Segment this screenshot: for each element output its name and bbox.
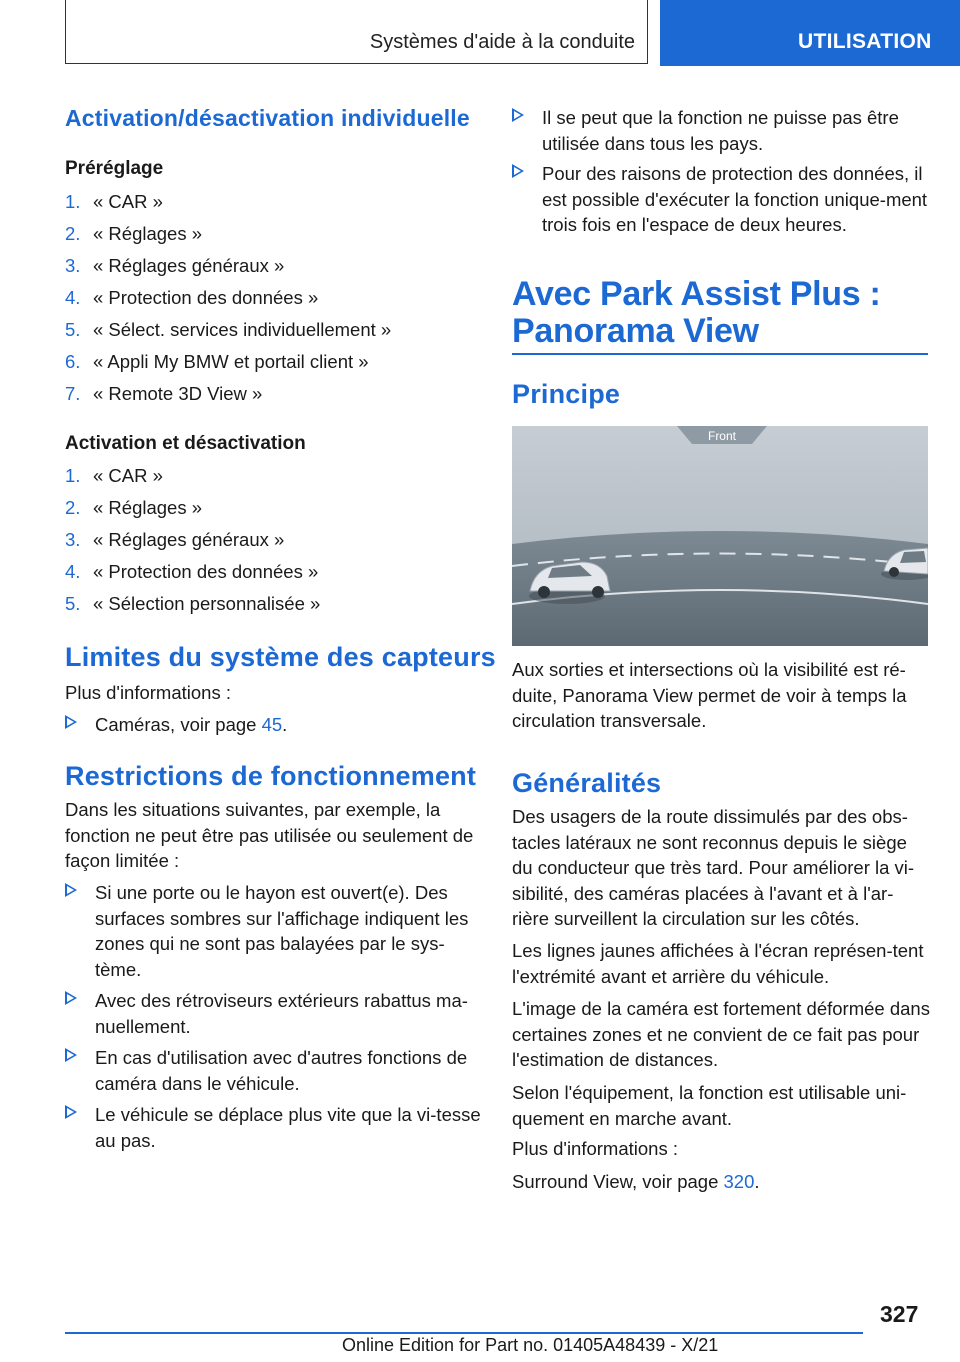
- restrictions-intro: Dans les situations suivantes, par exemple, la fonction ne peut être pas utilisée ou seulement de façon limitée :: [65, 799, 474, 871]
- list-item-text: « Réglages généraux »: [93, 255, 285, 276]
- list-item-number: 3.: [65, 529, 81, 550]
- list-item-number: 1.: [65, 465, 81, 486]
- list-item-number: 3.: [65, 255, 81, 276]
- preset-heading: Préréglage: [65, 158, 164, 179]
- principle-title: Principe: [512, 379, 621, 409]
- list-item: [65, 317, 485, 343]
- list-item: [65, 189, 485, 215]
- right-bullet-text: Il se peut que la fonction ne puisse pas être utilisée dans tous les pays.: [542, 107, 899, 154]
- limits-page-link[interactable]: 45: [261, 714, 283, 735]
- general-paragraph-5: Plus d'informations :: [512, 1138, 678, 1159]
- general-paragraph-2: Les lignes jaunes affichées à l'écran représen-tent l'extrémité avant et arrière du véhicule.: [512, 940, 924, 987]
- restrictions-title: Restrictions de fonctionnement: [65, 761, 477, 791]
- list-item-number: 4.: [65, 561, 81, 582]
- bullet-arrow-icon: [65, 991, 77, 1005]
- bullet-arrow-icon: [512, 108, 524, 122]
- right-bullet-text: Pour des raisons de protection des données, il est possible d'exécuter la fonction unique-ment trois fois en l'espace de deux heures.: [542, 163, 928, 235]
- list-item-text: « Protection des données »: [93, 561, 319, 582]
- list-item-text: « Réglages généraux »: [93, 529, 285, 550]
- main-title-panorama: Avec Park Assist Plus : Panorama View: [512, 275, 881, 350]
- list-item-text: « Réglages »: [93, 497, 203, 518]
- general-title: Généralités: [512, 768, 662, 798]
- general-ref-page-link[interactable]: 320: [723, 1171, 755, 1192]
- list-item-number: 6.: [65, 351, 81, 372]
- list-item-text: « Protection des données »: [93, 287, 319, 308]
- list-item: [65, 495, 485, 521]
- general-ref-text: Surround View, voir page: [512, 1171, 724, 1192]
- bullet-arrow-icon: [65, 883, 77, 897]
- footer-rule: [65, 1332, 863, 1334]
- general-paragraph-3: L'image de la caméra est fortement déformée dans certaines zones et ne convient de ce fait pas pour l'estimation de distances.: [512, 998, 930, 1070]
- list-item-text: « Réglages »: [93, 223, 203, 244]
- limits-item-text: Caméras, voir page: [95, 714, 262, 735]
- limits-item-end: .: [282, 714, 288, 735]
- list-item-number: 4.: [65, 287, 81, 308]
- general-reference: [512, 1169, 930, 1195]
- bullet-arrow-icon: [65, 1048, 77, 1062]
- list-item: [65, 253, 485, 279]
- list-item-text: « Appli My BMW et portail client »: [93, 351, 369, 372]
- list-item-text: « Remote 3D View »: [93, 383, 263, 404]
- limits-intro: Plus d'informations :: [65, 682, 231, 703]
- limits-title: Limites du système des capteurs: [65, 642, 496, 672]
- bullet-arrow-icon: [65, 1105, 77, 1119]
- page-number: 327: [880, 1301, 919, 1327]
- restriction-item-text: En cas d'utilisation avec d'autres fonctions de caméra dans le véhicule.: [95, 1047, 468, 1094]
- list-item-number: 7.: [65, 383, 81, 404]
- list-item: [65, 285, 485, 311]
- bullet-arrow-icon: [65, 715, 77, 729]
- footer-edition: Online Edition for Part no. 01405A48439 - X/21: [342, 1335, 719, 1355]
- general-paragraph-4: Selon l'équipement, la fonction est utilisable uni-quement en marche avant.: [512, 1082, 907, 1129]
- list-item: [65, 463, 485, 489]
- activation-heading: Activation et désactivation: [65, 433, 306, 454]
- list-item-number: 5.: [65, 593, 81, 614]
- list-item: [65, 527, 485, 553]
- list-item-number: 5.: [65, 319, 81, 340]
- camera-image: [512, 426, 928, 646]
- list-item-text: « Sélection personnalisée »: [93, 593, 321, 614]
- front-label: Front: [707, 429, 737, 443]
- list-item: [65, 559, 485, 585]
- title-underline: [512, 353, 928, 355]
- principle-text: Aux sorties et intersections où la visibilité est ré-duite, Panorama View permet de voir à temps la circulation transversale.: [512, 659, 907, 731]
- general-ref-end: .: [754, 1171, 760, 1192]
- list-item-text: « CAR »: [93, 191, 163, 212]
- restriction-item-text: Avec des rétroviseurs extérieurs rabattus ma-nuellement.: [95, 990, 468, 1037]
- header-chapter-tab: UTILISATION: [660, 0, 960, 66]
- list-item-number: 1.: [65, 191, 81, 212]
- list-item: [65, 349, 485, 375]
- bullet-arrow-icon: [512, 164, 524, 178]
- list-item-text: « Sélect. services individuellement »: [93, 319, 392, 340]
- section-title-activation: Activation/désactivation individuelle: [65, 105, 470, 131]
- header-section-title: Systèmes d'aide à la conduite: [65, 0, 648, 64]
- restriction-item-text: Si une porte ou le hayon est ouvert(e). Des surfaces sombres sur l'affichage indiquent les zones qui ne sont pas balayées par le sys-tème.: [95, 882, 469, 980]
- general-paragraph-1: Des usagers de la route dissimulés par des obs-tacles latéraux ne sont reconnus depuis le siège du conducteur que très tard. Pour améliorer la vi-sibilité, des caméras placées à l'avant et à l'ar-rière surveillent la circulation sur les côtés.: [512, 806, 915, 929]
- list-item-number: 2.: [65, 223, 81, 244]
- list-item: [65, 221, 485, 247]
- panorama-view-illustration: [512, 426, 928, 646]
- list-item-number: 2.: [65, 497, 81, 518]
- list-item: [65, 591, 485, 617]
- list-item-text: « CAR »: [93, 465, 163, 486]
- list-item: [65, 381, 485, 407]
- restriction-item-text: Le véhicule se déplace plus vite que la vi-tesse au pas.: [95, 1104, 481, 1151]
